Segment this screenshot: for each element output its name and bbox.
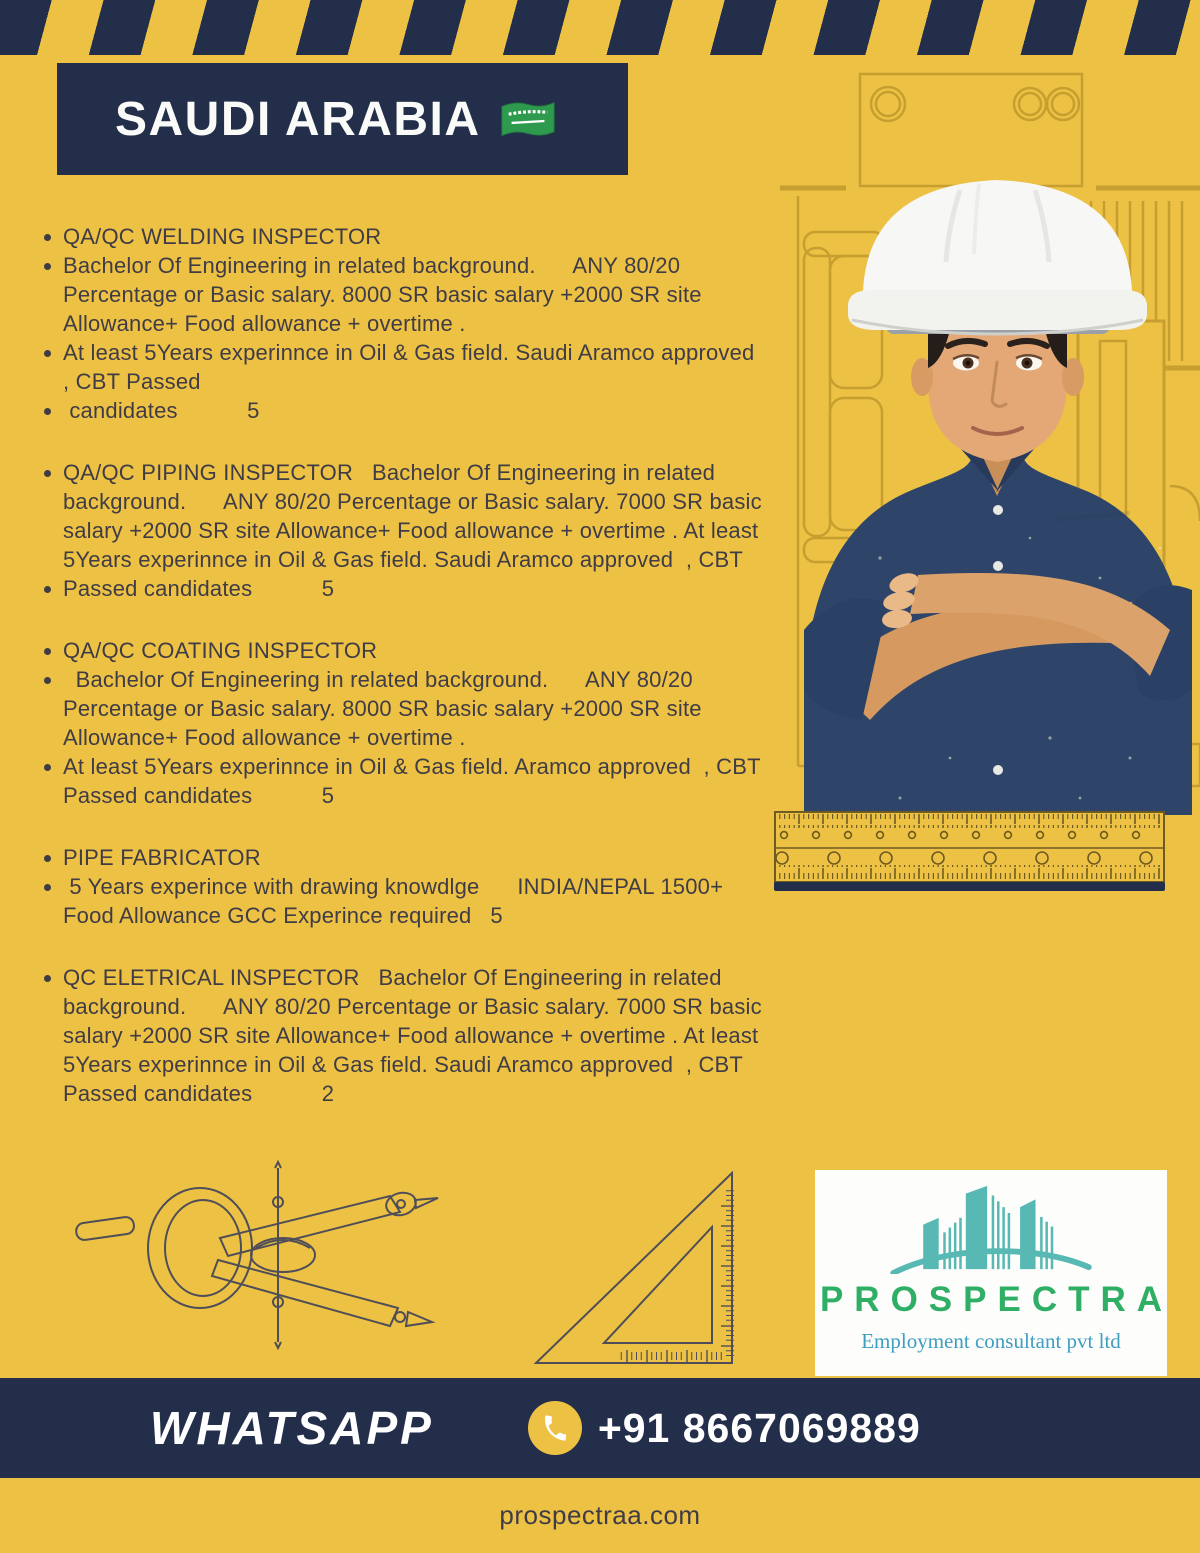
bullet-dot	[44, 408, 51, 415]
bullet-dot	[44, 677, 51, 684]
footer	[0, 1478, 1200, 1553]
phone-icon-badge	[528, 1401, 582, 1455]
job-bullet-text: 5 Years experince with drawing knowdlge INDIA/NEPAL 1500+ Food Allowance GCC Experince required 5	[63, 874, 730, 928]
job-bullet-text: QA/QC PIPING INSPECTOR Bachelor Of Engineering in related background. ANY 80/20 Percentage or Basic salary. 7000 SR basic salary +2000 SR site Allowance+ Food allowance + overtime . At least 5Years experinnce in Oil & Gas field. Saudi Aramco approved , CBT	[63, 460, 769, 572]
logo-name: PROSPECTRA	[819, 1280, 1174, 1319]
job-bullet-text: Bachelor Of Engineering in related background. ANY 80/20 Percentage or Basic salary. 8000 SR basic salary +2000 SR site Allowance+ Food allowance + overtime .	[63, 253, 707, 336]
job-coating-inspector	[40, 636, 767, 810]
bullet-dot	[44, 350, 51, 357]
bullet-dot	[44, 975, 51, 982]
phone-icon	[540, 1413, 570, 1443]
job-piping-inspector	[40, 458, 769, 603]
job-bullet-text: Bachelor Of Engineering in related background. ANY 80/20 Percentage or Basic salary. 8000 SR basic salary +2000 SR site Allowance+ Food allowance + overtime .	[63, 667, 707, 750]
job-listings	[40, 222, 769, 1141]
whatsapp-label: WHATSAPP	[150, 1402, 434, 1454]
bullet-dot	[44, 234, 51, 241]
job-bullet-text: QA/QC COATING INSPECTOR	[63, 638, 378, 663]
bullet-dot	[44, 470, 51, 477]
bullet-dot	[44, 648, 51, 655]
job-bullet-text: At least 5Years experinnce in Oil & Gas field. Aramco approved , CBT Passed candidates 5	[63, 754, 767, 808]
job-bullet-text: QC ELETRICAL INSPECTOR Bachelor Of Engineering in related background. ANY 80/20 Percentage or Basic salary. 7000 SR basic salary +2000 SR site Allowance+ Food allowance + overtime . At least 5Years experinnce in Oil & Gas field. Saudi Aramco approved , CBT Passed candidates 2	[63, 965, 769, 1106]
whatsapp-bar	[0, 1378, 1200, 1478]
job-pipe-fabricator	[40, 843, 764, 930]
bullet-dot	[44, 855, 51, 862]
job-welding-inspector	[40, 222, 768, 425]
job-bullet-text: candidates 5	[63, 398, 260, 423]
bullet-dot	[44, 263, 51, 270]
title-banner	[57, 63, 628, 175]
job-bullet-text: PIPE FABRICATOR	[63, 845, 261, 870]
bullet-dot	[44, 884, 51, 891]
whatsapp-phone-number: +91 8667069889	[597, 1404, 921, 1451]
set-square-sketch	[526, 1165, 748, 1375]
job-bullet-text: QA/QC WELDING INSPECTOR	[63, 224, 382, 249]
saudi-flag-icon	[499, 99, 557, 143]
prospectra-logo-card	[815, 1170, 1174, 1376]
ruler-graphic	[774, 811, 1167, 893]
hazard-stripes	[0, 0, 1200, 55]
worker-photo	[800, 158, 1195, 815]
logo-tagline: Employment consultant pvt ltd	[861, 1329, 1121, 1353]
page-title: SAUDI ARABIA	[115, 92, 481, 146]
buildings-logo-icon	[887, 1182, 1095, 1274]
bullet-dot	[44, 586, 51, 593]
job-bullet-text: Passed candidates 5	[63, 576, 335, 601]
job-bullet-text: At least 5Years experinnce in Oil & Gas field. Saudi Aramco approved , CBT Passed	[63, 340, 768, 394]
job-electrical-inspector	[40, 963, 769, 1108]
drafting-compass-sketch	[70, 1160, 470, 1350]
website-url: prospectraa.com	[499, 1500, 701, 1530]
bullet-dot	[44, 764, 51, 771]
